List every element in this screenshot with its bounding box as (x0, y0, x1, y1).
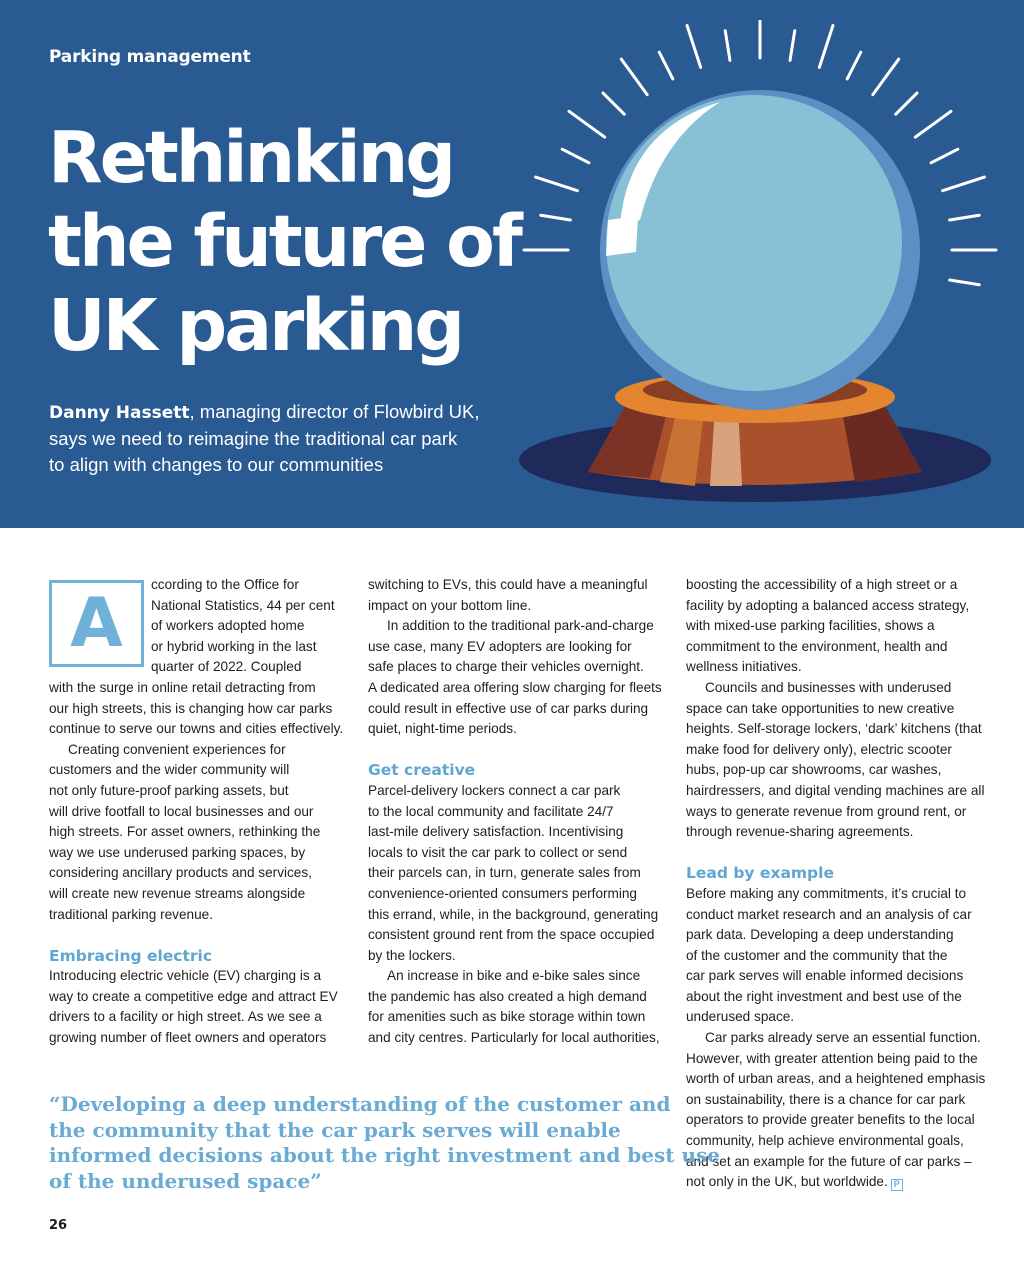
text-line: Creating convenient experiences for (68, 741, 286, 757)
end-mark-icon: P (891, 1179, 903, 1191)
text-line: An increase in bike and e-bike sales since (387, 968, 641, 984)
section-label: Parking management (49, 47, 251, 67)
text-line (686, 1172, 991, 1193)
text-line: and city centres. Particularly for local authorities, (368, 1030, 660, 1046)
pull-quote-line: “Developing a deep understanding of the customer and (49, 1092, 671, 1116)
page-number: 26 (49, 1218, 68, 1233)
paragraph (49, 575, 354, 740)
column-1 (49, 575, 354, 1049)
pull-quote-line: informed decisions about the right investment and best use (49, 1143, 721, 1168)
paragraph (49, 966, 354, 1048)
paragraph (686, 1028, 991, 1193)
standfirst-line: to align with changes to our communities (49, 454, 384, 475)
author-role: , managing director of Flowbird UK, (189, 401, 480, 422)
text-line: for amenities such as bike storage within town (368, 1009, 646, 1025)
text-line: car park serves will enable informed decisions (686, 968, 964, 984)
text-line: heights. Self-storage lockers, ‘dark’ kitchens (that (686, 721, 982, 737)
light-ray (790, 31, 795, 61)
text-line: will create new revenue streams alongside (49, 885, 306, 901)
author-name: Danny Hassett (49, 403, 190, 423)
hero-banner (0, 0, 1024, 528)
paragraph (686, 678, 991, 843)
text-line: A dedicated area offering slow charging for fleets (368, 679, 662, 695)
standfirst-line: says we need to reimagine the traditional car park (49, 428, 458, 449)
title-line: the future of (48, 200, 520, 283)
text-line: drivers to a facility or high street. As we see a (49, 1009, 322, 1025)
paragraph (368, 575, 673, 616)
pull-quote (49, 1092, 721, 1195)
title-line: UK parking (48, 284, 463, 367)
text-line: will drive footfall to local businesses and our (49, 803, 314, 819)
light-ray (725, 31, 730, 61)
text-line: park data. Developing a deep understanding (686, 927, 954, 943)
text-line: wellness initiatives. (686, 659, 802, 675)
column-2 (368, 575, 673, 1049)
light-ray (536, 177, 578, 191)
text-line: boosting the accessibility of a high street or a (686, 577, 958, 592)
text-line: conduct market research and an analysis of car (686, 906, 972, 922)
text-line: switching to EVs, this could have a meaningful (368, 577, 648, 592)
text-line: hairdressers, and digital vending machines are all (686, 782, 985, 798)
standfirst-line (49, 399, 489, 426)
text-line: operators to provide greater benefits to the local (686, 1112, 975, 1128)
light-ray (569, 111, 605, 137)
text-line: this errand, while, in the background, generating (368, 906, 659, 922)
text-line: on sustainability, there is a chance for car park (686, 1091, 966, 1107)
text-line: space can take opportunities to new creative (686, 700, 955, 716)
text-line: the pandemic has also created a high demand (368, 988, 647, 1004)
text-line: facility by adopting a balanced access strategy, (686, 597, 970, 613)
text-line: make food for delivery only), electric scooter (686, 741, 952, 757)
text-line: worth of urban areas, and a heightened emphasis (686, 1071, 986, 1087)
text-line: safe places to charge their vehicles overnight. (368, 659, 644, 675)
light-ray (603, 93, 624, 114)
paragraph (368, 966, 673, 1048)
text-line: National Statistics, 44 per cent (151, 597, 335, 613)
light-ray (621, 59, 647, 95)
text-line: quiet, night-time periods. (368, 721, 517, 737)
light-ray (896, 93, 917, 114)
text-line: with the surge in online retail detracting from (49, 679, 316, 695)
text-line: customers and the wider community will (49, 762, 290, 778)
subheading: Get creative (368, 761, 476, 780)
text-line: quarter of 2022. Coupled (151, 659, 302, 675)
text-line: their parcels can, in turn, generate sales from (368, 865, 641, 881)
text-line: ccording to the Office for (151, 577, 299, 592)
text-line: Car parks already serve an essential function. (705, 1030, 981, 1046)
text-line: and set an example for the future of car parks – (686, 1153, 972, 1169)
article-title (48, 116, 568, 368)
light-ray (562, 149, 589, 163)
text-line: about the right investment and best use of the (686, 988, 962, 1004)
text-line: could result in effective use of car parks during (368, 700, 649, 716)
subheading: Lead by example (686, 864, 834, 883)
text-line: locals to visit the car park to collect or send (368, 844, 628, 860)
text-line: growing number of fleet owners and operators (49, 1030, 327, 1046)
text-line: Parcel-delivery lockers connect a car park (368, 782, 621, 798)
text-line: not only future-proof parking assets, but (49, 782, 289, 798)
text-line: commitment to the environment, health and (686, 638, 948, 654)
text-line: way to create a competitive edge and attract EV (49, 988, 338, 1004)
light-ray (873, 59, 899, 95)
crystal-ball-illustration (510, 20, 1010, 520)
text-line: traditional parking revenue. (49, 906, 213, 922)
text-line: impact on your bottom line. (368, 597, 532, 613)
light-ray (659, 52, 673, 79)
light-ray (915, 111, 951, 137)
text-line: hubs, pop-up car showrooms, car washes, (686, 762, 942, 778)
paragraph (368, 781, 673, 966)
text-line: In addition to the traditional park-and-charge (387, 618, 654, 634)
text-line: community, help achieve environmental goals, (686, 1133, 964, 1149)
text-line: with mixed-use parking facilities, shows a (686, 618, 935, 634)
light-ray (950, 280, 980, 285)
paragraph (49, 740, 354, 925)
paragraph (686, 575, 991, 678)
standfirst (49, 399, 489, 478)
text-line: However, with greater attention being paid to the (686, 1050, 978, 1066)
text-line: through revenue-sharing agreements. (686, 824, 914, 840)
light-ray (847, 52, 861, 79)
text-line: of workers adopted home (151, 618, 305, 634)
text-line: Before making any commitments, it’s crucial to (686, 885, 967, 901)
text-line: use case, many EV adopters are looking for (368, 638, 632, 654)
text-line: ways to generate revenue from ground rent, or (686, 803, 967, 819)
pull-quote-line: of the underused space” (49, 1169, 322, 1194)
text-line: way we use underused parking spaces, by (49, 844, 306, 860)
text-line: by the lockers. (368, 947, 456, 963)
light-ray (931, 149, 958, 163)
text-line: last-mile delivery satisfaction. Incentivising (368, 824, 624, 840)
light-ray (541, 215, 571, 220)
title-line: Rethinking (48, 116, 454, 199)
text-line: consistent ground rent from the space occupied (368, 927, 655, 943)
light-ray (943, 177, 985, 191)
paragraph (686, 884, 991, 1028)
text-line: Introducing electric vehicle (EV) charging is a (49, 968, 322, 984)
text-line: to the local community and facilitate 24/7 (368, 803, 614, 819)
pull-quote-line: the community that the car park serves will enable (49, 1117, 621, 1142)
column-3 (686, 575, 991, 1193)
text-line: considering ancillary products and services, (49, 865, 312, 881)
text-line: of the customer and the community that the (686, 947, 948, 963)
text-line: our high streets, this is changing how car parks (49, 700, 333, 716)
light-ray (687, 26, 701, 68)
subheading: Embracing electric (49, 946, 213, 965)
text-line: continue to serve our towns and cities effectively. (49, 721, 344, 737)
text-line: Councils and businesses with underused (705, 679, 952, 695)
text-line: high streets. For asset owners, rethinking the (49, 824, 321, 840)
final-line-text: not only in the UK, but worldwide. (686, 1174, 888, 1190)
text-line: underused space. (686, 1009, 795, 1025)
paragraph (368, 616, 673, 740)
drop-cap: A (49, 580, 144, 667)
text-line: or hybrid working in the last (151, 638, 317, 654)
light-ray (819, 26, 833, 68)
light-ray (950, 215, 980, 220)
text-line: convenience-oriented consumers performing (368, 885, 637, 901)
